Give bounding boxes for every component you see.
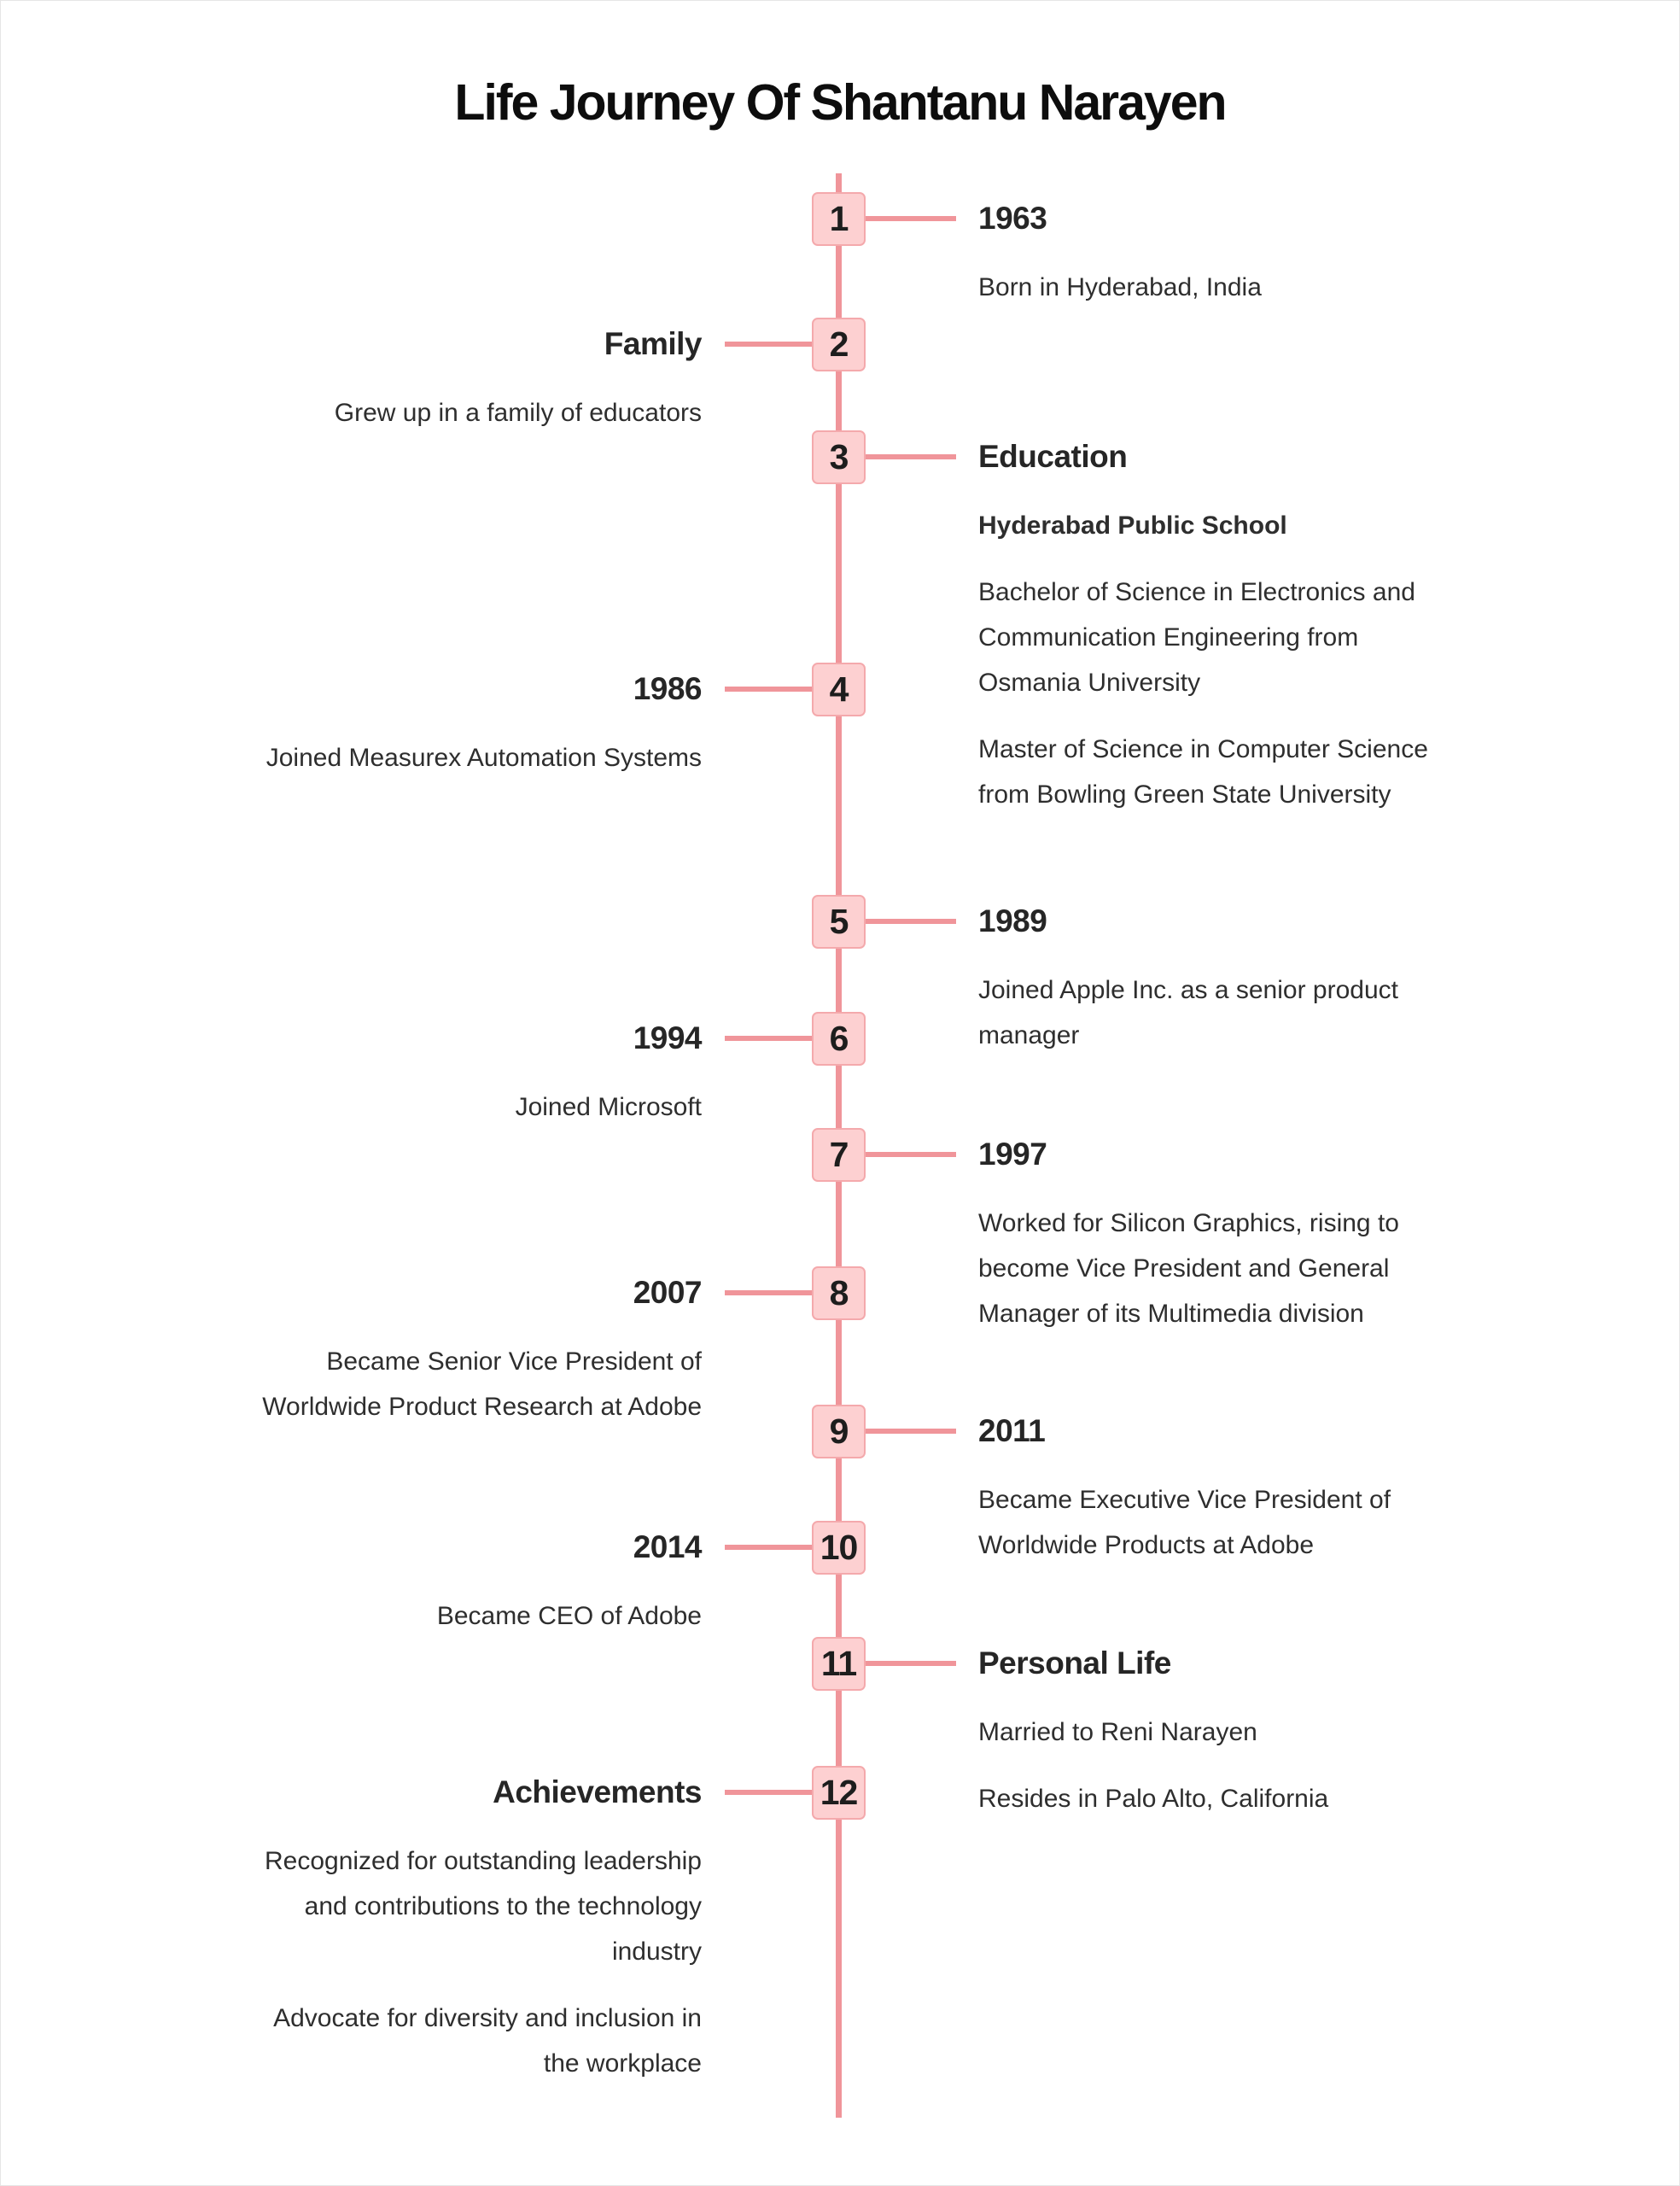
page-title: Life Journey Of Shantanu Narayen [454,74,1226,131]
event-block-6 [239,1016,702,1130]
timeline-node-3: 3 [812,430,866,484]
timeline-node-8: 8 [812,1266,866,1320]
event-text-line: Became Senior Vice President of [326,1347,702,1376]
event-paragraph [239,1593,702,1639]
event-paragraph [239,1339,702,1429]
event-block-12 [239,1770,702,2086]
event-text-line: Recognized for outstanding leadership [264,1847,702,1875]
event-heading: 1994 [633,1020,702,1055]
event-block-9 [978,1409,1456,1568]
event-text-line: and contributions to the technology [304,1892,702,1920]
event-paragraph [978,727,1456,817]
timeline-node-11: 11 [812,1637,866,1691]
connector-line-12 [725,1790,819,1795]
event-text-line: Manager of its Multimedia division [978,1300,1364,1328]
timeline-node-2: 2 [812,318,866,371]
event-paragraph [978,570,1456,705]
event-paragraph [239,390,702,435]
connector-line-6 [725,1036,819,1041]
event-text-line: Hyderabad Public School [978,511,1287,540]
timeline-node-6: 6 [812,1012,866,1066]
timeline-node-7: 7 [812,1128,866,1182]
event-heading: 1963 [978,201,1047,236]
event-text-line: Became CEO of Adobe [436,1602,702,1630]
event-text-line: Master of Science in Computer Science [978,735,1428,763]
event-paragraph [978,967,1456,1058]
event-text-line: industry [611,1938,702,1966]
event-text-line: Joined Microsoft [515,1093,702,1121]
event-text-line: Married to Reni Narayen [978,1718,1257,1746]
timeline-node-1: 1 [812,192,866,246]
event-block-5 [978,899,1456,1058]
connector-line-1 [862,216,956,221]
event-text-line: Born in Hyderabad, India [978,273,1262,301]
event-paragraph [978,1776,1456,1821]
event-paragraph [239,735,702,780]
connector-line-7 [862,1152,956,1157]
event-heading: Personal Life [978,1645,1171,1680]
event-heading: Education [978,439,1128,474]
event-text-line: Joined Measurex Automation Systems [265,744,702,772]
timeline-node-10: 10 [812,1521,866,1575]
connector-line-5 [862,919,956,924]
timeline-node-12: 12 [812,1766,866,1820]
event-text-line: Osmania University [978,669,1201,697]
event-text-line: Bachelor of Science in Electronics and [978,578,1415,606]
connector-line-3 [862,454,956,459]
event-block-2 [239,322,702,435]
event-block-1 [978,196,1456,310]
event-paragraph [239,1084,702,1130]
connector-line-11 [862,1661,956,1666]
timeline-node-9: 9 [812,1405,866,1458]
event-block-3 [978,435,1456,817]
event-text-line: Worked for Silicon Graphics, rising to [978,1209,1399,1237]
event-heading: 2011 [978,1413,1046,1448]
event-text-line: from Bowling Green State University [978,780,1391,809]
event-heading: 2014 [633,1529,702,1564]
event-text-line: Grew up in a family of educators [334,399,702,427]
event-text-line: Resides in Palo Alto, California [978,1785,1329,1813]
event-heading: Achievements [493,1774,702,1809]
connector-line-8 [725,1290,819,1295]
event-text-line: Joined Apple Inc. as a senior product [978,976,1398,1004]
event-block-11 [978,1641,1456,1821]
connector-line-2 [725,342,819,347]
event-block-4 [239,667,702,780]
event-text-line: Advocate for diversity and inclusion in [273,2004,702,2032]
event-text-line: the workplace [543,2049,702,2078]
event-heading: 2007 [633,1275,702,1310]
event-text-line: Became Executive Vice President of [978,1486,1391,1514]
event-text-line: manager [978,1021,1080,1049]
event-block-7 [978,1132,1456,1336]
event-paragraph [239,1838,702,1974]
event-heading: Family [604,326,702,361]
event-paragraph [978,1477,1456,1568]
event-text-line: become Vice President and General [978,1254,1390,1283]
event-paragraph [978,1201,1456,1336]
event-heading: 1997 [978,1137,1047,1172]
event-text-line: Worldwide Products at Adobe [978,1531,1315,1559]
event-paragraph [978,1710,1456,1755]
event-paragraph [978,265,1456,310]
timeline-node-4: 4 [812,663,866,716]
event-text-line: Worldwide Product Research at Adobe [262,1393,702,1421]
event-block-10 [239,1525,702,1639]
connector-line-4 [725,687,819,692]
event-paragraph [978,503,1456,548]
event-heading: 1989 [978,903,1047,938]
event-block-8 [239,1271,702,1429]
event-heading: 1986 [633,671,702,706]
connector-line-10 [725,1545,819,1550]
connector-line-9 [862,1429,956,1434]
event-text-line: Communication Engineering from [978,623,1359,652]
timeline-node-5: 5 [812,895,866,949]
event-paragraph [239,1996,702,2086]
